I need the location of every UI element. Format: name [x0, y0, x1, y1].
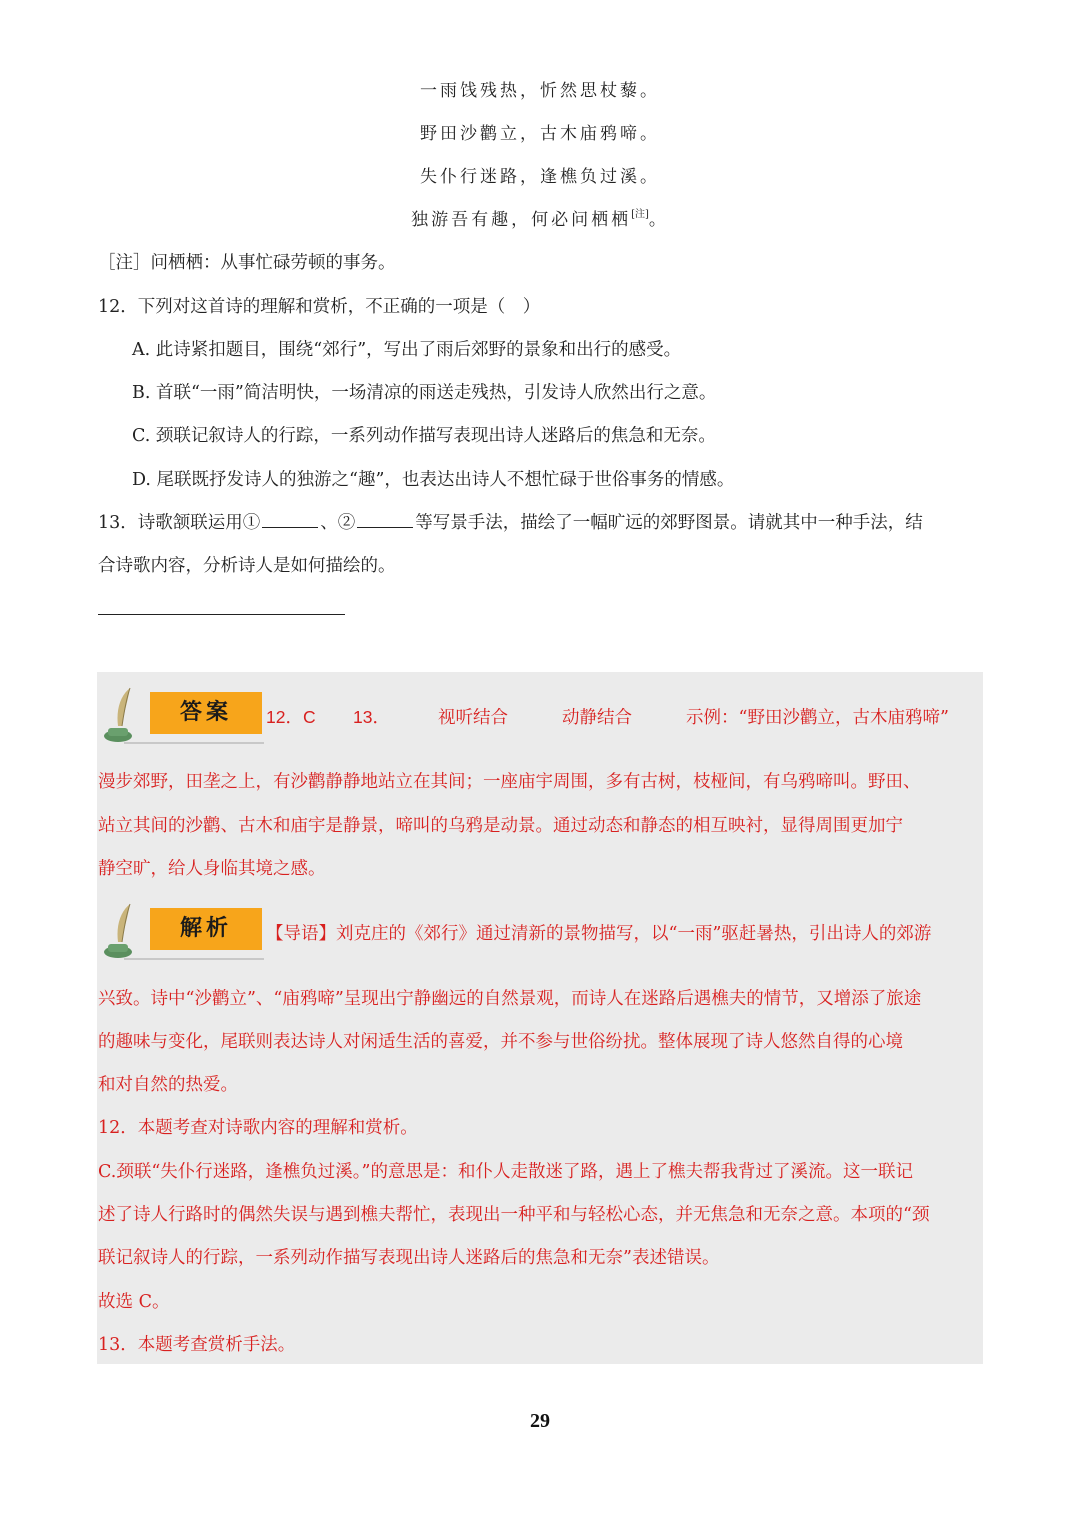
q12-option-b: B. 首联“一雨”简洁明快，一场清凉的雨送走残热，引发诗人欣然出行之意。 — [132, 383, 717, 403]
q12-option-c: C. 颈联记叙诗人的行踪，一系列动作描写表现出诗人迷路后的焦急和无奈。 — [132, 426, 716, 446]
analysis-line-2: 的趣味与变化，尾联则表达诗人对闲适生活的喜爱，并不参与世俗纷扰。整体展现了诗人悠然自得的心境 — [98, 1032, 903, 1052]
analysis-line-6: 述了诗人行路时的偶然失误与遇到樵夫帮忙，表现出一种平和与轻松心态，并无焦急和无奈之意。本项的“颈 — [98, 1205, 930, 1225]
answer-badge: 答案 — [150, 692, 262, 734]
q13-part1: 13．诗歌颔联运用① — [98, 513, 261, 533]
q13-blank-1 — [262, 513, 318, 528]
poem-line-2: 野田沙鹳立，古木庙鸦啼。 — [420, 124, 660, 144]
analysis-line-7: 联记叙诗人的行踪，一系列动作描写表现出诗人迷路后的焦急和无奈”表述错误。 — [98, 1248, 720, 1268]
q12-option-d: D. 尾联既抒发诗人的独游之“趣”，也表达出诗人不想忙碌于世俗事务的情感。 — [132, 470, 735, 490]
q13-blank-2 — [357, 513, 413, 528]
analysis-line-5: C.颈联“失仆行迷路，逢樵负过溪。”的意思是：和仆人走散迷了路，遇上了樵夫帮我背过了溪流。这一联记 — [98, 1162, 913, 1182]
q12-stem: 12．下列对这首诗的理解和赏析，不正确的一项是（ ） — [98, 297, 541, 317]
poem-line-1: 一雨饯残热，忻然思杖藜。 — [420, 81, 660, 101]
quill-inkpot-icon — [100, 902, 142, 962]
q13-stem — [98, 509, 988, 534]
poem-line-4-end: 。 — [648, 210, 669, 230]
answer-line-2: 站立其间的沙鹳、古木和庙宇是静景，啼叫的乌鸦是动景。通过动态和静态的相互映衬，显得周围更加宁 — [98, 816, 903, 836]
answer-13-method-1: 视听结合 — [438, 708, 508, 728]
answer-12: 12．C — [266, 707, 316, 727]
q12-option-a: A. 此诗紧扣题目，围绕“郊行”，写出了雨后郊野的景象和出行的感受。 — [132, 340, 682, 360]
analysis-line-3: 和对自然的热爱。 — [98, 1075, 238, 1095]
analysis-line-4: 12．本题考查对诗歌内容的理解和赏析。 — [98, 1118, 418, 1138]
poem-note: ［注］问栖栖：从事忙碌劳顿的事务。 — [98, 253, 396, 273]
answer-line — [98, 614, 345, 615]
answer-13-method-2: 动静结合 — [562, 708, 632, 728]
poem-line-3: 失仆行迷路，逢樵负过溪。 — [420, 167, 660, 187]
analysis-line-1: 兴致。诗中“沙鹳立”、“庙鸦啼”呈现出宁静幽远的自然景观，而诗人在迷路后遇樵夫的情节，又增添了旅途 — [98, 989, 922, 1009]
answer-line-1: 漫步郊野，田垄之上，有沙鹳静静地站立在其间；一座庙宇周围，多有古树，枝桠间，有乌鸦啼叫。野田、 — [98, 772, 921, 792]
answer-13-label: 13． — [353, 707, 390, 727]
analysis-line-8: 故选 C。 — [98, 1292, 170, 1312]
q13-line2: 合诗歌内容，分析诗人是如何描绘的。 — [98, 556, 396, 576]
answer-line-3: 静空旷，给人身临其境之感。 — [98, 859, 326, 879]
poem-line-4-text: 独游吾有趣，何必问栖栖 — [411, 210, 632, 230]
q13-part2: 、② — [320, 513, 356, 533]
poem-line-4 — [0, 205, 1080, 230]
note-mark: [注] — [631, 209, 649, 220]
analysis-badge: 解析 — [150, 908, 262, 950]
quill-inkpot-icon — [100, 686, 142, 746]
answer-badge-underline — [124, 742, 264, 744]
analysis-intro: 【导语】刘克庄的《郊行》通过清新的景物描写，以“一雨”驱赶暑热，引出诗人的郊游 — [266, 924, 932, 944]
analysis-line-9: 13．本题考查赏析手法。 — [98, 1335, 296, 1355]
page-number: 29 — [530, 1410, 550, 1432]
answer-13-example: 示例：“野田沙鹳立，古木庙鸦啼” — [686, 708, 949, 728]
q13-part3: 等写景手法，描绘了一幅旷远的郊野图景。请就其中一种手法，结 — [415, 513, 923, 533]
analysis-badge-underline — [124, 958, 264, 960]
